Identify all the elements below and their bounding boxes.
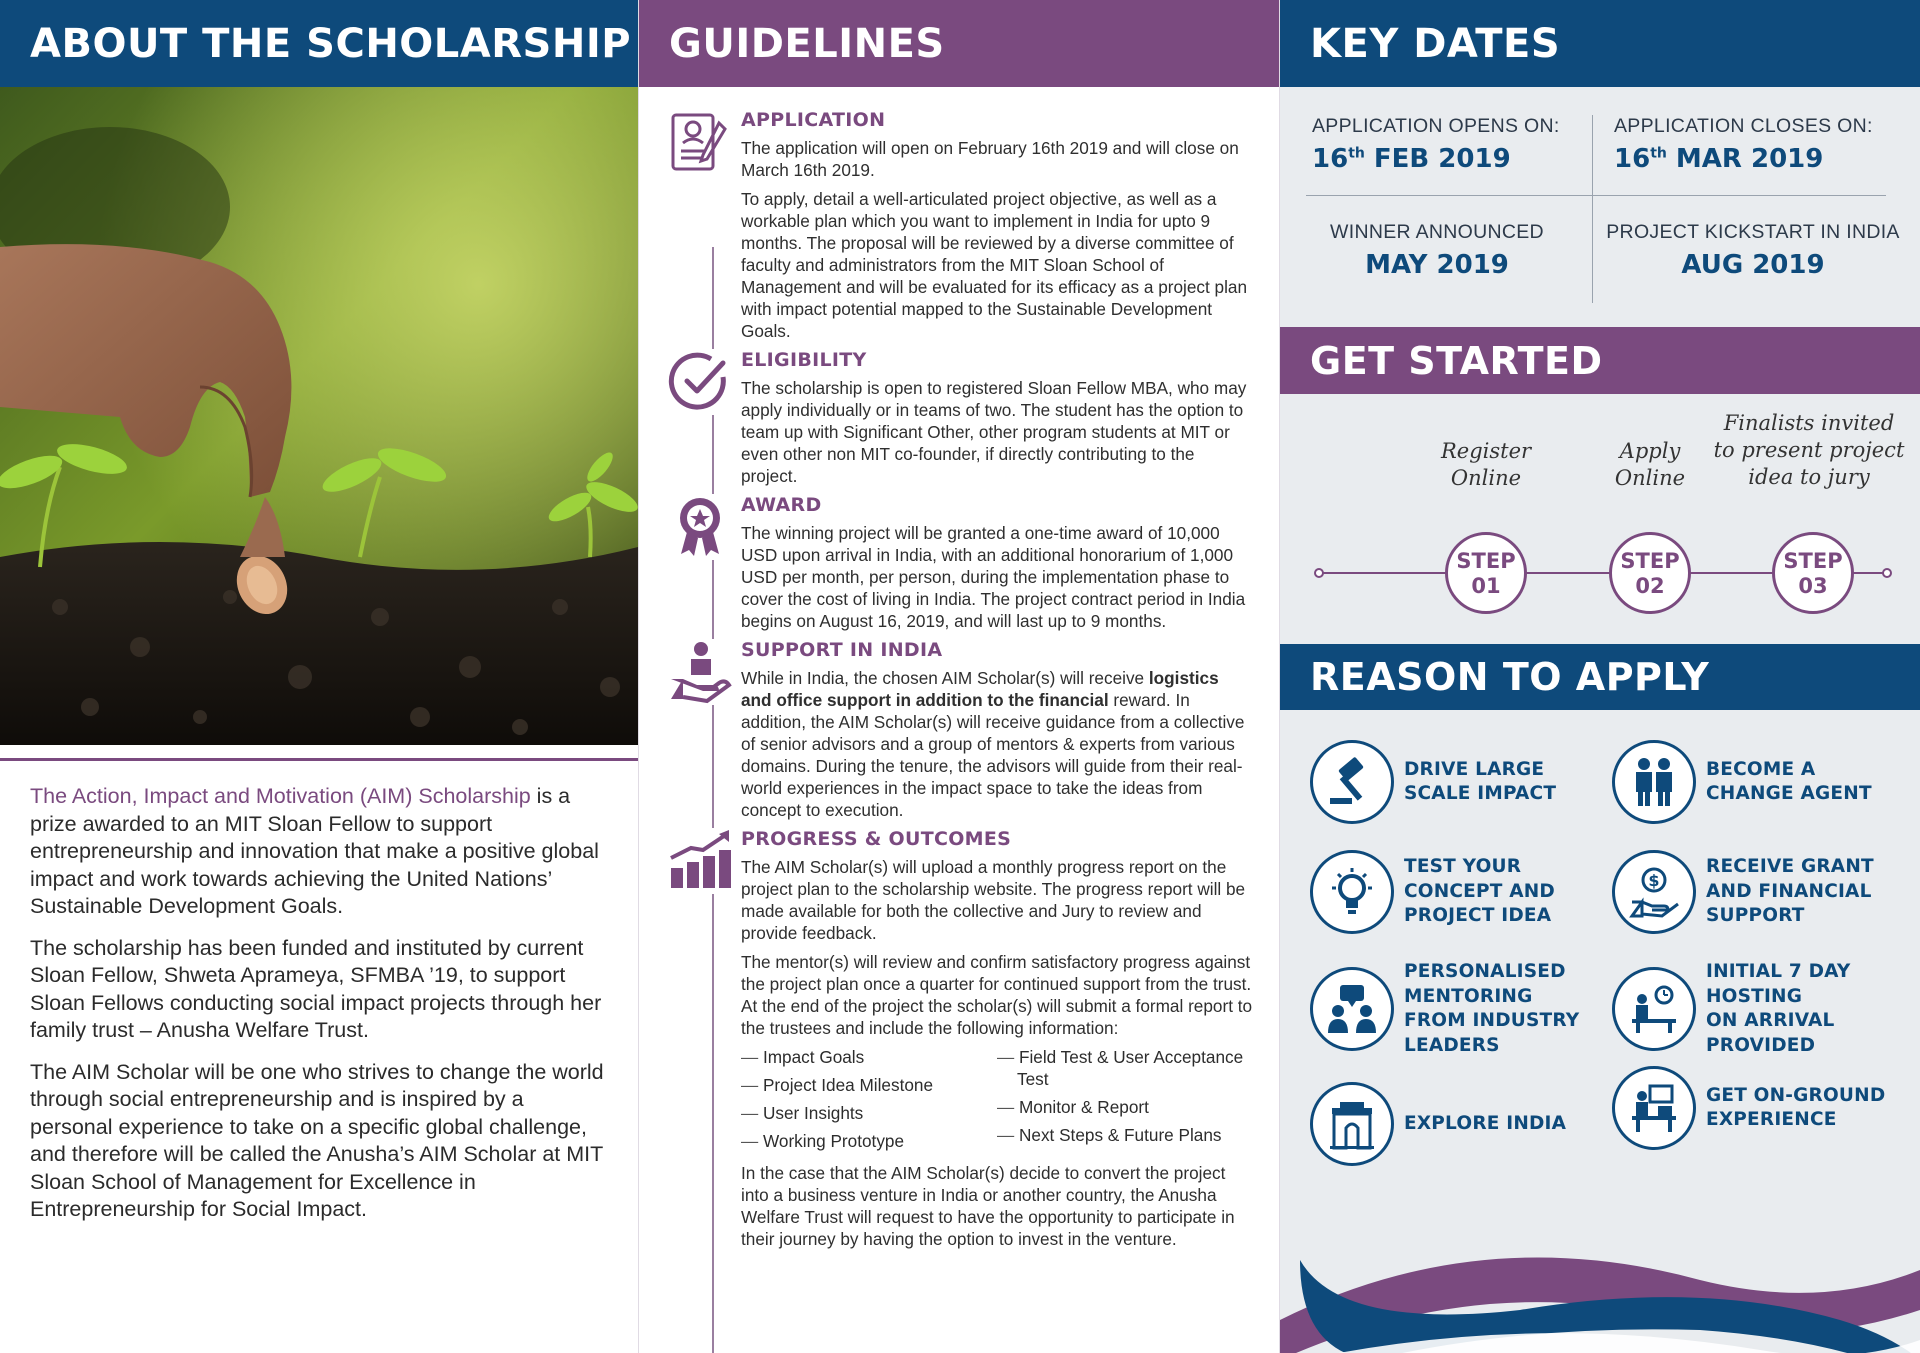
progress-p1: The AIM Scholar(s) will upload a monthly progress report on the project plan to the scholarship website. The progress report will be made available for both the collective and Jury to review and provide feedback. [741, 857, 1246, 943]
steps-end-dot [1882, 568, 1892, 578]
opens-rest: FEB 2019 [1364, 144, 1511, 174]
key-dates-panel [1280, 87, 1920, 327]
about-header: ABOUT THE SCHOLARSHIP [0, 0, 638, 87]
guidelines-body [639, 87, 1279, 1250]
gavel-icon [1310, 740, 1394, 824]
seedling-photo [0, 87, 638, 745]
step-3-number: 03 [1798, 574, 1828, 598]
reason-line: AND FINANCIAL [1706, 880, 1872, 902]
key-dates-header: KEY DATES [1280, 0, 1920, 87]
reason-text [1706, 758, 1872, 807]
eligibility-title: ELIGIBILITY [741, 349, 867, 371]
opens-value [1312, 144, 1560, 174]
step-3-label-line: idea to jury [1748, 465, 1870, 489]
mentoring-icon [1310, 967, 1394, 1051]
step-1-label [1396, 438, 1576, 492]
reason-line: MENTORING [1404, 985, 1533, 1007]
award-p1: The winning project will be granted a one-time award of 10,000 USD upon arrival in India, with an additional honorarium of 1,000 USD per month, per person, during the implementation phase to cover the cost of living in India. The project contract period in India begins on August 16, 2019, and will last up to 9 months. [741, 523, 1246, 631]
award-title: AWARD [741, 494, 822, 516]
steps-panel [1280, 394, 1920, 644]
reason-text [1706, 960, 1851, 1058]
reason-text [1404, 855, 1555, 929]
application-p1: The application will open on February 16th 2019 and will close on March 16th 2019. [741, 138, 1239, 180]
reasons-header: REASON TO APPLY [1280, 644, 1920, 710]
progress-title: PROGRESS & OUTCOMES [741, 828, 1012, 850]
outcomes-list-right [997, 1046, 1253, 1158]
support-title: SUPPORT IN INDIA [741, 639, 943, 661]
reason-line: SCALE IMPACT [1404, 783, 1557, 804]
reason-line: SUPPORT [1706, 905, 1805, 927]
reason-line: ON ARRIVAL [1706, 1010, 1835, 1031]
step-1-circle[interactable] [1445, 532, 1527, 614]
reason-item [1612, 960, 1912, 1058]
dollar-hand-icon [1612, 850, 1696, 934]
reason-text [1706, 855, 1874, 929]
reason-line: PERSONALISED [1404, 961, 1566, 982]
about-lead: The Action, Impact and Motivation (AIM) Scholarship [30, 784, 531, 808]
step-2-label-line: Online [1614, 466, 1686, 490]
eligibility-section [741, 349, 1253, 487]
progress-p2: The mentor(s) will review and confirm satisfactory progress against the project plan once a quarter for continued support from the trust. At the end of the project the scholar(s) will submit a formal report to the trustees and include the following information: [741, 952, 1253, 1038]
steps-start-dot [1314, 568, 1324, 578]
opens-sup: th [1348, 145, 1365, 162]
support-p1-bold: logistics and office support in addition to the financial [741, 668, 1219, 710]
outcomes-list [741, 1046, 1253, 1158]
reason-line: HOSTING [1706, 985, 1803, 1007]
opens-label: APPLICATION OPENS ON: [1312, 115, 1560, 137]
list-item: — Project Idea Milestone [741, 1074, 997, 1096]
dates-horizontal-divider [1306, 195, 1886, 196]
list-item: — Next Steps & Future Plans [997, 1124, 1253, 1146]
closes-rest: MAR 2019 [1666, 144, 1824, 174]
step-2-word: STEP [1620, 549, 1680, 573]
reason-text [1404, 1112, 1566, 1137]
winner-value: MAY 2019 [1365, 250, 1509, 280]
winner-label: WINNER ANNOUNCED [1330, 221, 1544, 243]
application-form-icon [667, 109, 733, 175]
reasons-panel [1280, 710, 1920, 1353]
step-2-label-line: Apply [1619, 439, 1681, 463]
closes-label: APPLICATION CLOSES ON: [1614, 115, 1873, 137]
step-3-label-line: to present project [1713, 438, 1905, 462]
reason-item [1310, 960, 1610, 1058]
india-gate-icon [1310, 1082, 1394, 1166]
application-p2: To apply, detail a well-articulated project objective, as well as a workable plan which you want to implement in India for upto 9 months. The proposal will be reviewed by a diverse committee of faculty and administrators from the MIT Sloan School of Management and will be evaluated for its efficacy as a project plan with impact potential mapped to the Sustainable Development Goals. [741, 189, 1248, 341]
list-item: — Working Prototype [741, 1130, 997, 1152]
support-p1-b: reward. In addition, the AIM Scholar(s) will receive guidance from a collective of senior advisors and a group of mentors & experts from various domains. During the tenure, the advisors will guide from their real-world experiences in the impact space to take the ideas from concept to execution. [741, 690, 1245, 820]
guidelines-column [638, 0, 1280, 1353]
growth-chart-icon [667, 828, 733, 894]
people-icon [1612, 740, 1696, 824]
reason-line: CONCEPT AND [1404, 880, 1555, 902]
application-title: APPLICATION [741, 109, 886, 131]
reason-line: FROM INDUSTRY [1404, 1010, 1580, 1031]
step-3-circle[interactable] [1772, 532, 1854, 614]
support-hand-icon [667, 639, 733, 705]
get-started-header: GET STARTED [1280, 327, 1920, 394]
reason-text [1404, 758, 1556, 807]
step-2-number: 02 [1635, 574, 1665, 598]
reason-item [1612, 740, 1912, 824]
progress-p3: In the case that the AIM Scholar(s) decide to convert the project into a business venture in India or another country, the Anusha Welfare Trust will request to have the opportunity to participate in their journey by having the option to invest in the venture. [741, 1163, 1235, 1249]
closes-day: 16 [1614, 144, 1651, 174]
reason-line: BECOME A [1706, 758, 1816, 780]
about-divider [0, 758, 638, 761]
idea-gear-icon [1310, 850, 1394, 934]
step-3-label-line: Finalists invited [1723, 411, 1895, 435]
checkmark-circle-icon [667, 349, 733, 415]
kickstart-value: AUG 2019 [1681, 250, 1825, 280]
support-p1-a: While in India, the chosen AIM Scholar(s) will receive [741, 668, 1149, 688]
reason-item [1310, 740, 1610, 824]
kickstart-date [1598, 221, 1908, 280]
application-section [741, 109, 1253, 342]
reason-line: INITIAL 7 DAY [1706, 961, 1851, 982]
decorative-swoosh [1280, 1160, 1920, 1353]
closes-value [1614, 144, 1873, 174]
dates-vertical-divider [1592, 115, 1593, 303]
hosting-icon [1612, 967, 1696, 1051]
reason-item [1310, 1082, 1610, 1166]
list-item: — User Insights [741, 1102, 997, 1124]
award-section [741, 494, 1253, 632]
reason-text [1706, 1084, 1885, 1133]
list-item: — Monitor & Report [997, 1096, 1253, 1118]
guidelines-header: GUIDELINES [639, 0, 1279, 87]
opens-day: 16 [1312, 144, 1349, 174]
step-1-label-line: Online [1450, 466, 1522, 490]
reason-line: EXPERIENCE [1706, 1109, 1837, 1130]
reason-line: DRIVE LARGE [1404, 758, 1545, 780]
reason-line: LEADERS [1404, 1034, 1500, 1056]
about-paragraph-3: The AIM Scholar will be one who strives to change the world through social entrepreneurship and is inspired by a personal experience to take on a specific global challenge, and therefore will be called the Anusha’s AIM Scholar at MIT Sloan School of Management for Excellence in Entrepreneurship for Social Impact. [30, 1059, 604, 1221]
step-1-number: 01 [1471, 574, 1501, 598]
reason-line: PROJECT IDEA [1404, 905, 1552, 927]
list-item: — Impact Goals [741, 1046, 997, 1068]
support-p1 [741, 667, 1253, 821]
reason-item [1612, 850, 1912, 934]
outcomes-list-left [741, 1046, 997, 1158]
reason-item [1612, 1066, 1912, 1150]
progress-section [741, 828, 1253, 1250]
winner-date [1312, 221, 1562, 280]
step-2-circle[interactable] [1609, 532, 1691, 614]
step-3-word: STEP [1783, 549, 1843, 573]
closes-date [1614, 115, 1873, 174]
step-1-word: STEP [1456, 549, 1516, 573]
reason-line: GET ON-GROUND [1706, 1084, 1886, 1106]
list-item: — Field Test & User Acceptance Test [997, 1046, 1253, 1090]
workplace-icon [1612, 1066, 1696, 1150]
about-paragraph-1 [30, 783, 610, 921]
about-paragraph-2: The scholarship has been funded and instituted by current Sloan Fellow, Shweta Aprameya, SFMBA ’19, to support Sloan Fellows conducting social impact projects through her family trust – Anusha Welfare Trust. [30, 935, 602, 1042]
step-3-label [1694, 410, 1920, 491]
support-section [741, 639, 1253, 821]
about-text [0, 745, 638, 1224]
opens-date [1312, 115, 1560, 174]
reason-text [1404, 960, 1579, 1058]
info-column [1280, 0, 1920, 1353]
award-ribbon-icon [667, 494, 733, 560]
svg-text:$: $ [1648, 871, 1660, 890]
kickstart-label: PROJECT KICKSTART IN INDIA [1606, 221, 1900, 243]
closes-sup: th [1650, 145, 1667, 162]
reason-line: TEST YOUR [1404, 856, 1522, 878]
reason-line: EXPLORE INDIA [1404, 1112, 1567, 1134]
reason-item [1310, 850, 1610, 934]
about-p1-rest: is a prize awarded to an MIT Sloan Fellow to support entrepreneurship and innovation that make a positive global impact and work towards achieving the United Nations’ Sustainable Development Goals. [30, 784, 599, 918]
step-1-label-line: Register [1440, 439, 1532, 463]
eligibility-p1: The scholarship is open to registered Sloan Fellow MBA, who may apply individually or in teams of two. The student has the option to team up with Significant Other, other program students at MIT or even other non MIT co-founder, if directly contributing to the project. [741, 378, 1247, 486]
reason-line: CHANGE AGENT [1706, 783, 1872, 804]
reason-line: PROVIDED [1706, 1034, 1816, 1056]
reason-line: RECEIVE GRANT [1706, 856, 1874, 878]
about-column [0, 0, 638, 1353]
